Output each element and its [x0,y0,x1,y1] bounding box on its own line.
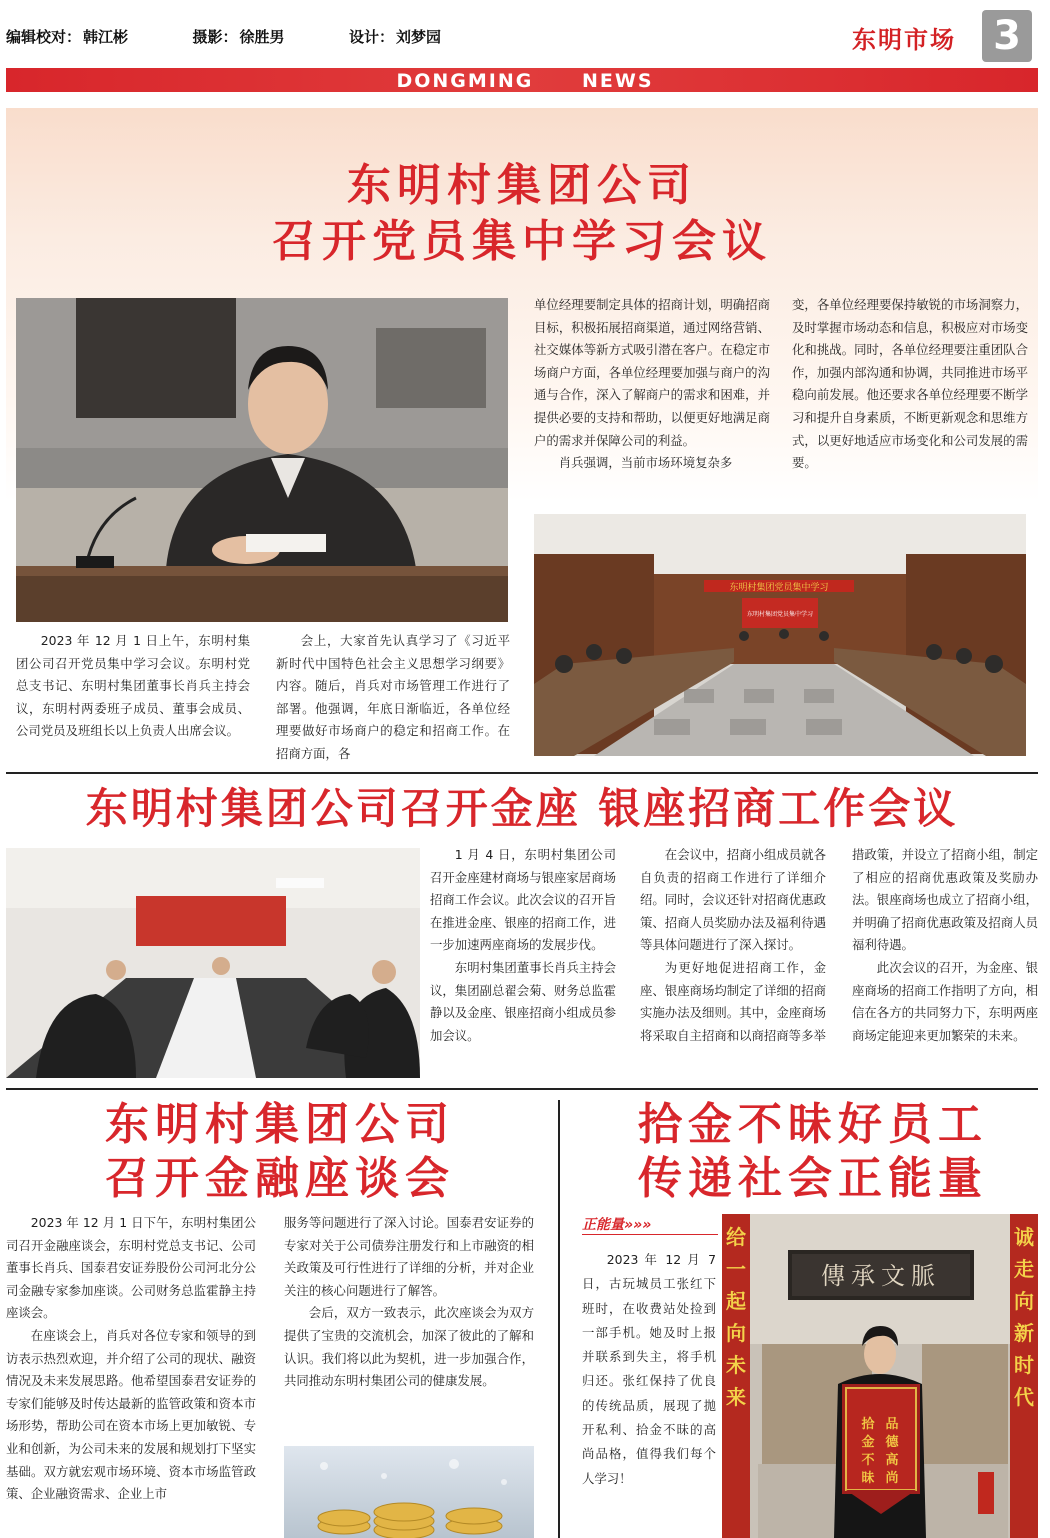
article4-employee-photo [722,1214,1038,1538]
couplet-left-1: 给 [726,1225,746,1249]
screen-text: 东明村集团党员集中学习 [746,611,814,618]
article3-col1-para2: 在座谈会上，肖兵对各位专家和领导的到访表示热烈欢迎，并介绍了公司的现状、融资情况及未来发展思路。他希望国泰君安证券的专家们能够及时传达最新的监管政策和资本市场形势，帮助公司在资本市场上更加敏锐、专业和创新，为公司未来的发展和规划打下坚实基础。双方就宏观市场环境、资本市场监管政策、企业融资需求、企业上市 [6,1327,256,1502]
article3-title-line1: 东明村集团公司 [105,1099,455,1150]
couplet-right-4: 新 [1014,1321,1034,1345]
pennant-char-7: 高 [885,1453,899,1468]
article2-meeting-photo [6,848,420,1078]
column-divider [558,1100,560,1538]
couplet-left-2: 一 [726,1257,746,1281]
article4-body-text: 2023 年 12 月 7 日，古玩城员工张红下班时，在收费站处捡到一部手机。她及时上报并联系到失主，将手机归还。张红保持了优良的传统品质，展现了拋开私利、拾金不昧的高尚品格，值得我们每个人学习！ [582,1252,716,1486]
article1-title-line2: 召开党员集中学习会议 [272,216,772,267]
banner-right: NEWS [582,70,654,92]
article2-col1 [430,844,616,1047]
article1-title-line1: 东明村集团公司 [347,160,697,211]
article4-title [578,1098,1048,1206]
pennant-char-3: 不 [861,1453,875,1468]
article2-col1-para1: 1 月 4 日，东明村集团公司召开金座建材商场与银座家居商场招商工作会议。此次会议的召开旨在推进金座、银座的招商工作，进一步加速两座商场的发展步伐。 [430,847,616,953]
couplet-right-2: 走 [1014,1257,1034,1281]
pennant-char-1: 拾 [861,1417,875,1432]
couplet-left-5: 未 [726,1353,746,1377]
article1-col4-text: 变，各单位经理要保持敏锐的市场洞察力，及时掌握市场动态和信息，积极应对市场变化和挑战。同时，各单位经理要注重团队合作，加强内部沟通和协调，共同推进市场平稳向前发展。他还要求各单位经理要不断学习和提升自身素质，不断更新观念和思维方式，以更好地适应市场变化和公司发展的需要。 [792,297,1028,471]
article4-body [582,1248,716,1491]
section-divider-2 [6,1088,1038,1090]
article1-meeting-room-photo [534,514,1026,756]
article3-col1 [6,1212,256,1506]
article4-tag-underline [582,1234,718,1235]
article4-title-line2: 传递社会正能量 [638,1153,988,1204]
banner-text [0,70,1050,92]
pennant-char-6: 德 [885,1435,899,1450]
article3-title [30,1098,530,1206]
article4-tag: 正能量»»» [582,1217,652,1233]
designer-label: 设计： [349,28,395,46]
editor-label: 编辑校对： [6,28,82,46]
header-credits [6,26,441,47]
editor-name: 韩江彬 [83,28,129,46]
article3-col2 [284,1212,534,1393]
article2-col3 [852,844,1038,1047]
article1-col4 [792,294,1028,475]
article1-col3-para1: 单位经理要制定具体的招商计划，明确招商目标，积极拓展招商渠道，通过网络营销、社交媒体等新方式吸引潜在客户。在稳定市场商户方面，各单位经理要加强与商户的沟通与合作，深入了解商户的需求和困难，并提供必要的支持和帮助，以便更好地满足商户的需求并保障公司的利益。 [534,297,770,448]
article2-col2 [640,844,826,1047]
article2-title: 东明村集团公司召开金座 银座招商工作会议 [85,784,959,833]
article1-col2 [276,630,510,766]
article2-col1-para2: 东明村集团董事长肖兵主持会议，集团副总翟会菊、财务总监霍静以及金座、银座招商小组成员参加会议。 [430,959,616,1043]
pennant-char-5: 品 [885,1417,899,1432]
pennant-char-2: 金 [861,1435,875,1450]
article1-col2-text: 会上，大家首先认真学习了《习近平新时代中国特色社会主义思想学习纲要》内容。随后，肖兵对市场管理工作进行了部署。他强调，年底日渐临近，各单位经理要做好市场商户的稳定和招商工作。在招商方面，各 [276,633,510,761]
pennant-char-8: 尚 [885,1471,899,1486]
designer-name: 刘梦园 [396,28,442,46]
banner-left: DONGMING [396,70,534,92]
section-divider-1 [6,772,1038,774]
article3-col1-para1: 2023 年 12 月 1 日下午，东明村集团公司召开金融座谈会，东明村党总支书记、公司董事长肖兵、国泰君安证券股份公司河北分公司金融专家参加座谈。公司财务总监霍静主持座谈会。 [6,1215,256,1321]
couplet-right-5: 时 [1014,1353,1034,1377]
article1-col3-para2: 肖兵强调，当前市场环境复杂多 [558,455,733,471]
photographer-label: 摄影： [192,28,238,46]
couplet-right-3: 向 [1014,1289,1034,1313]
article1-col1-text: 2023 年 12 月 1 日上午，东明村集团公司召开党员集中学习会议。东明村党总支书记、东明村集团董事长肖兵主持会议，东明村两委班子成员、董事会成员、公司党员及班组长以上负责人出席会议。 [16,633,250,739]
article4-title-line1: 拾金不昧好员工 [638,1099,988,1150]
article1-title [6,158,1038,270]
article1-col1 [16,630,250,743]
couplet-left-4: 向 [726,1321,746,1345]
page-number: 3 [982,10,1032,62]
article2-col3-para1: 措政策，并设立了招商小组，制定了相应的招商优惠政策及奖励办法。银座商场也成立了招商小组，并明确了招商优惠政策及招商人员福利待遇。 [852,847,1038,953]
couplet-left-6: 来 [726,1385,746,1409]
article3-col2-para1: 服务等问题进行了深入讨论。国泰君安证券的专家对关于公司债券注册发行和上市融资的相关政策及可行性进行了详细的分析，并对企业关注的核心问题进行了解答。 [284,1215,534,1298]
pennant-char-4: 昧 [861,1471,875,1486]
article2-col2-para1: 在会议中，招商小组成员就各自负责的招商工作进行了详细介绍。同时，会议还针对招商优惠政策、招商人员奖励办法及福利待遇等具体问题进行了深入探讨。 [640,847,826,953]
couplet-left-3: 起 [726,1289,746,1313]
article3-col2-para2: 会后，双方一致表示，此次座谈会为双方提供了宝贵的交流机会，加深了彼此的了解和认识。我们将以此为契机，进一步加强合作，共同推动东明村集团公司的健康发展。 [284,1305,534,1389]
screen-banner-text: 东明村集团党员集中学习 [729,583,829,593]
couplet-right-1: 诚 [1014,1225,1034,1249]
photographer-name: 徐胜男 [239,28,285,46]
couplet-right-6: 代 [1014,1385,1034,1409]
plaque-text: 傳承文脈 [821,1262,941,1290]
article2-col2-para2: 为更好地促进招商工作，金座、银座商场均制定了详细的招商实施办法及细则。其中，金座商场将采取自主招商和以商招商等多举 [640,959,826,1043]
article3-coins-image [284,1446,534,1538]
article3-title-line2: 召开金融座谈会 [105,1153,455,1204]
article1-col3 [534,294,770,475]
article1-speaker-photo [16,298,508,622]
article2-col3-para2: 此次会议的召开，为金座、银座商场的招商工作指明了方向，相信在各方的共同努力下，东明两座商场定能迎来更加繁荣的未来。 [852,959,1038,1043]
newspaper-name: 东明市场 [852,25,956,54]
